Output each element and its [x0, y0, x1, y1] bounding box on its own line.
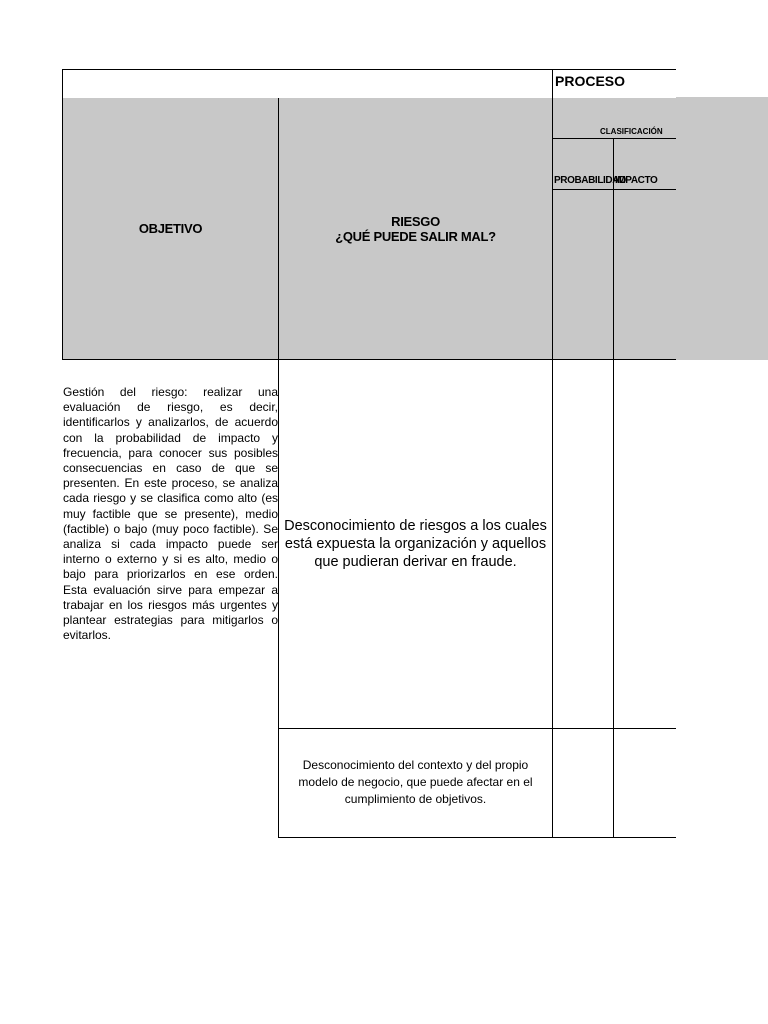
riesgo-header-cell	[278, 98, 553, 360]
objetivo-header: OBJETIVO	[138, 221, 203, 236]
probabilidad-cell-row-2	[552, 728, 614, 838]
objetivo-header-cell	[62, 98, 279, 360]
objetivo-cell-text: Gestión del riesgo: realizar una evaluación de riesgo, es decir, identificarlos y analizarlos, de acuerdo con la probabilidad de impacto y frecuencia, para conocer sus posibles consecuencias en caso de que se presenten. En este proceso, se analiza cada riesgo y se clasifica como alto (es muy factible que se presente), medio (factible) o bajo (muy poco factible). Se analiza si cada impacto puede ser interno o externo y si es alto, medio o bajo para priorizarlos en ese orden. Esta evaluación sirve para empezar a trabajar en los riesgos más urgentes y plantear estrategias para mitigarlos o evitarlos.	[63, 385, 278, 643]
subheader-divider	[552, 189, 676, 190]
riesgo-cell-row-1	[278, 359, 553, 729]
header-grey-band	[675, 97, 768, 360]
probabilidad-header: PROBABILIDAD	[554, 175, 626, 186]
proceso-label: PROCESO	[555, 73, 626, 89]
riesgo-header-question: ¿QUÉ PUEDE SALIR MAL?	[335, 228, 496, 244]
riesgo-text-row-1: Desconocimiento de riesgos a los cuales está expuesta la organización y aquellos que pudieran derivar en fraude.	[284, 518, 547, 570]
probabilidad-cell-row-1	[552, 359, 614, 729]
riesgo-text-row-2: Desconocimiento del contexto y del propio modelo de negocio, que puede afectar en el cumplimiento de objetivos.	[298, 758, 533, 806]
impacto-cell-row-2	[613, 728, 676, 838]
clasificacion-header: CLASIFICACIÓN	[600, 127, 663, 136]
probabilidad-header-cell	[552, 138, 626, 360]
riesgo-cell-row-2	[278, 728, 553, 838]
riesgo-header-title: RIESGO	[391, 213, 440, 229]
impacto-header: IMPACTO	[615, 175, 658, 186]
